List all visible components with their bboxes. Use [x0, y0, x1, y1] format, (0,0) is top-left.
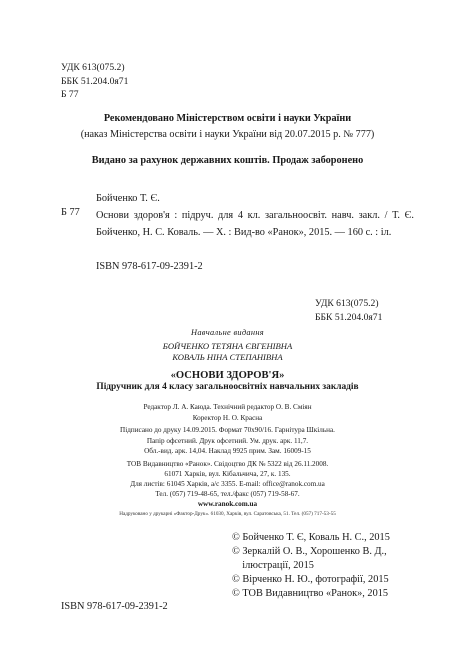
author-mark: Б 77: [61, 89, 79, 100]
website-url: www.ranok.com.ua: [197, 500, 258, 508]
printer-note: Надруковано у друкарні «Фактор-Друк». 61030, Харків, вул. Саратовська, 51. Тел. (057) 717-53-55: [119, 511, 336, 517]
bbk-code: ББК 51.204.0я71: [61, 75, 129, 87]
bibliography-code: Б 77: [61, 207, 80, 218]
author-name: КОВАЛЬ НІНА СТЕПАНІВНА: [172, 352, 283, 362]
copyright-line: © ТОВ Видавництво «Ранок», 2015: [232, 588, 389, 599]
classification-block-right: [315, 297, 382, 324]
udk-code: УДК 613(075.2): [315, 298, 379, 309]
imprint-line: Обл.-вид. арк. 14,04. Наклад 9925 прим. Зам. 16009-15: [144, 447, 311, 455]
udk-code: УДК 613(075.2): [61, 62, 125, 73]
copyright-line: © Зеркалій О. В., Хорошенко В. Д.,: [232, 546, 387, 557]
bibliography-description: Основи здоров'я : підруч. для 4 кл. загальноосвіт. навч. закл. / Т. Є. Бойченко, Н. С. Коваль. — Х. : Вид-во «Ранок», 2015. — 160 с. : іл.: [96, 210, 414, 238]
imprint-line: 61071 Харків, вул. Кібальчича, 27, к. 135.: [164, 470, 291, 478]
imprint-line: Коректор Н. О. Красна: [192, 414, 263, 422]
copyright-line: ілюстрації, 2015: [232, 560, 314, 571]
book-title: «ОСНОВИ ЗДОРОВ'Я»: [170, 370, 285, 381]
copyright-line: © Бойченко Т. Є, Коваль Н. С., 2015: [232, 532, 390, 543]
imprint-line: Папір офсетний. Друк офсетний. Ум. друк. арк. 11,7.: [146, 437, 309, 445]
copyright-line: © Вірченко Н. Ю., фотографії, 2015: [232, 574, 389, 585]
imprint-line: Тел. (057) 719-48-65, тел./факс (057) 719-58-67.: [155, 490, 300, 498]
imprint-line: Для листів: 61045 Харків, а/с 3355. E-mail: office@ranok.com.ua: [130, 480, 325, 488]
imprint-line: ТОВ Видавництво «Ранок». Свідоцтво ДК № 5322 від 26.11.2008.: [126, 460, 329, 468]
edition-type: Навчальне видання: [190, 328, 265, 337]
imprint-line: Підписано до друку 14.09.2015. Формат 70x90/16. Гарнітура Шкільна.: [120, 426, 335, 434]
book-subtitle: Підручник для 4 класу загальноосвітніх навчальних закладів: [96, 382, 359, 392]
recommendation-order: (наказ Міністерства освіти і науки України від 20.07.2015 р. № 777): [80, 129, 375, 140]
bibliography-isbn: ISBN 978-617-09-2391-2: [96, 261, 203, 272]
author-name: БОЙЧЕНКО ТЕТЯНА ЄВГЕНІВНА: [162, 341, 293, 351]
bibliography-author: Бойченко Т. Є.: [96, 193, 160, 204]
classification-block-top: [61, 61, 128, 102]
bbk-code: ББК 51.204.0я71: [315, 311, 383, 323]
recommendation-line: Рекомендовано Міністерством освіти і науки України: [103, 113, 352, 124]
isbn-footer: ISBN 978-617-09-2391-2: [61, 601, 168, 612]
funding-note: Видано за рахунок державних коштів. Продаж заборонено: [91, 155, 364, 166]
imprint-line: Редактор Л. А. Каюда. Технічний редактор О. В. Сміян: [143, 403, 312, 411]
